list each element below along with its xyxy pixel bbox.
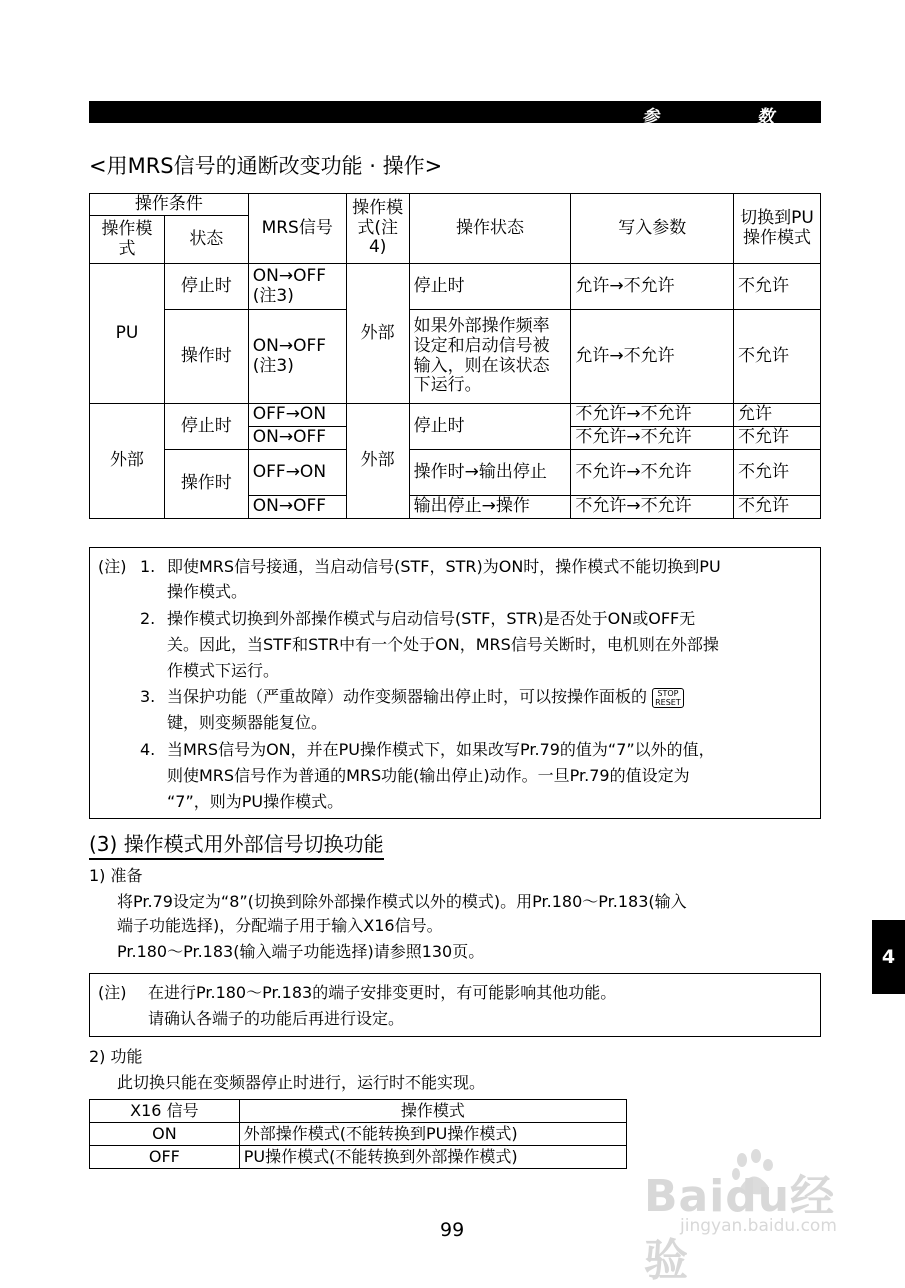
cell-mrs-on-off: ON→OFF	[248, 496, 346, 519]
header-mrs-signal: MRS信号	[248, 194, 346, 264]
cell-pu: PU	[90, 264, 165, 404]
cell-r1-state: 停止时	[409, 264, 571, 310]
cell-r2-write: 允许→不允许	[571, 310, 734, 404]
note4-line2: 则使MRS信号作为普通的MRS功能(输出停止)动作。一旦Pr.79的值设定为	[167, 766, 690, 785]
x16-off: OFF	[90, 1146, 240, 1169]
x16-signal-table	[89, 1099, 627, 1169]
note2-line3: 作模式下运行。	[167, 661, 280, 680]
watermark-sub: jingyan.baidu.com	[680, 1216, 837, 1236]
cell-r4-switch: 不允许	[734, 427, 821, 450]
func-title: 2) 功能	[89, 1047, 143, 1066]
stop-reset-key-icon: STOP RESET	[652, 688, 684, 708]
header-operation-state: 操作状态	[409, 194, 571, 264]
mrs-operation-table	[89, 193, 821, 519]
cell-running: 操作时	[164, 310, 248, 404]
cell-r2-switch: 不允许	[734, 310, 821, 404]
note4-number: 4.	[140, 740, 156, 759]
section3-title: (3) 操作模式用外部信号切换功能	[89, 828, 384, 860]
header-mode: 操作模式	[90, 216, 165, 264]
header-x16-signal: X16 信号	[90, 1100, 240, 1123]
cell-external: 外部	[346, 264, 409, 404]
header-bar	[89, 101, 821, 127]
note1-line1: 即使MRS信号接通，当启动信号(STF，STR)为ON时，操作模式不能切换到PU	[167, 557, 721, 576]
cell-mrs-on-off: ON→OFF (注3)	[248, 264, 346, 310]
prep-note-prefix: (注)	[98, 983, 127, 1002]
cell-running: 操作时	[164, 450, 248, 519]
note4-line3: “7”，则为PU操作模式。	[167, 792, 344, 811]
cell-r5-write: 不允许→不允许	[571, 450, 734, 496]
cell-stop: 停止时	[164, 404, 248, 450]
prep-line2: 端子功能选择)，分配端子用于输入X16信号。	[117, 916, 443, 935]
x16-off-mode: PU操作模式(不能转换到外部操作模式)	[239, 1146, 626, 1169]
cell-mrs-off-on: OFF→ON	[248, 404, 346, 427]
cell-mrs-on-off: ON→OFF	[248, 427, 346, 450]
cell-r5-state: 操作时→输出停止	[409, 450, 571, 496]
header-operation-mode-note4: 操作模式(注4)	[346, 194, 409, 264]
cell-r3-state: 停止时	[409, 404, 571, 450]
prep-note-box	[89, 973, 821, 1037]
cell-stop: 停止时	[164, 264, 248, 310]
header-left-char: 参	[642, 107, 659, 127]
note4-line1: 当MRS信号为ON，并在PU操作模式下，如果改写Pr.79的值为“7”以外的值，	[167, 740, 715, 759]
cell-r3-switch: 允许	[734, 404, 821, 427]
header-write-parameter: 写入参数	[571, 194, 734, 264]
cell-r1-write: 允许→不允许	[571, 264, 734, 310]
cell-r1-switch: 不允许	[734, 264, 821, 310]
cell-r6-state: 输出停止→操作	[409, 496, 571, 519]
page-number: 99	[440, 1219, 465, 1241]
note1-line2: 操作模式。	[167, 582, 248, 601]
notes-prefix: (注)	[98, 557, 127, 576]
note2-line1: 操作模式切换到外部操作模式与启动信号(STF，STR)是否处于ON或OFF无	[167, 609, 696, 628]
cell-r4-write: 不允许→不允许	[571, 427, 734, 450]
x16-on: ON	[90, 1123, 240, 1146]
note3-line2: 键，则变频器能复位。	[167, 713, 328, 732]
cell-r2-state: 如果外部操作频率设定和启动信号被输入，则在该状态下运行。	[409, 310, 571, 404]
header-switch-to-pu: 切换到PU操作模式	[734, 194, 821, 264]
prep-line1: 将Pr.79设定为“8”(切换到除外部操作模式以外的模式)。用Pr.180～Pr.183(输入	[117, 892, 687, 911]
prep-note-line1: 在进行Pr.180～Pr.183的端子安排变更时，有可能影响其他功能。	[148, 983, 617, 1002]
note3-number: 3.	[140, 687, 156, 706]
cell-mrs-off-on: OFF→ON	[248, 450, 346, 496]
cell-r3-write: 不允许→不允许	[571, 404, 734, 427]
chapter-tab: 4	[872, 920, 905, 994]
cell-mrs-on-off: ON→OFF (注3)	[248, 310, 346, 404]
func-line1: 此切换只能在变频器停止时进行，运行时不能实现。	[117, 1073, 486, 1092]
note2-line2: 关。因此，当STF和STR中有一个处于ON，MRS信号关断时，电机则在外部操	[167, 635, 719, 654]
notes-box	[89, 547, 821, 819]
baidu-watermark	[640, 1140, 850, 1286]
cell-r6-switch: 不允许	[734, 496, 821, 519]
header-operation-conditions: 操作条件	[90, 194, 249, 216]
note2-number: 2.	[140, 609, 156, 628]
cell-r5-switch: 不允许	[734, 450, 821, 496]
prep-line3: Pr.180～Pr.183(输入端子功能选择)请参照130页。	[117, 942, 485, 961]
header-right-char: 数	[757, 107, 774, 127]
prep-title: 1) 准备	[89, 866, 143, 885]
note3-line1: 当保护功能（严重故障）动作变频器输出停止时，可以按操作面板的 STOP RESET	[167, 684, 684, 710]
watermark-main: Baidu经验	[644, 1171, 836, 1286]
header-state: 状态	[164, 216, 248, 264]
cell-external-mode: 外部	[90, 404, 165, 519]
note1-number: 1.	[140, 557, 156, 576]
prep-note-line2: 请确认各端子的功能后再进行设定。	[148, 1009, 405, 1028]
section-title: <用MRS信号的通断改变功能 · 操作>	[89, 154, 443, 178]
cell-r6-write: 不允许→不允许	[571, 496, 734, 519]
x16-on-mode: 外部操作模式(不能转换到PU操作模式)	[239, 1123, 626, 1146]
header-operation-mode: 操作模式	[239, 1100, 626, 1123]
cell-external: 外部	[346, 404, 409, 519]
